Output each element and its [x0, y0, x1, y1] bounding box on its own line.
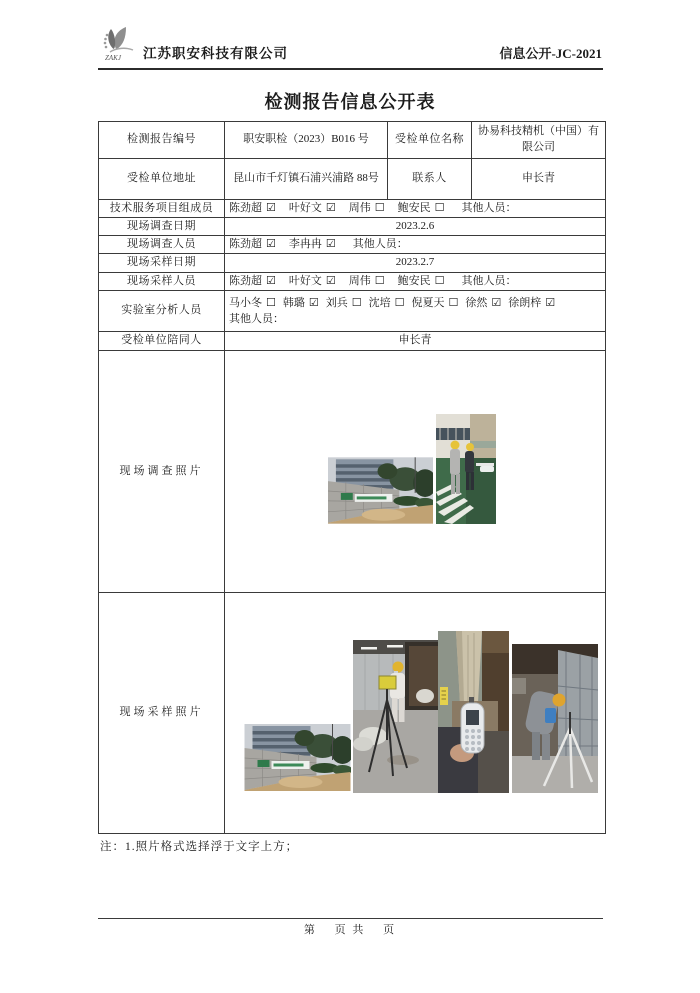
- person-name: 沈培: [368, 296, 391, 309]
- person-entry: [289, 238, 336, 250]
- checkbox-checked-icon[interactable]: ☑: [325, 237, 336, 251]
- person-name: 叶好文: [288, 202, 322, 215]
- lab-staff-label: 实验室分析人员: [99, 291, 225, 332]
- survey-photos-cell: [225, 351, 606, 593]
- team-members-cell: [225, 200, 606, 218]
- checkbox-checked-icon[interactable]: ☑: [266, 237, 276, 251]
- unit-name-value: 协易科技精机（中国）有限公司: [472, 122, 606, 159]
- table-row: [99, 254, 606, 273]
- address-value: 昆山市千灯镇石浦兴浦路 88号: [225, 159, 388, 200]
- sampling-date-label: 现场采样日期: [99, 254, 225, 273]
- sampling-staff-label: 现场采样人员: [99, 273, 225, 291]
- disclosure-table: [98, 121, 606, 834]
- table-row: [99, 593, 606, 834]
- person-entry: [229, 297, 276, 309]
- sampling-staff-cell: [225, 273, 606, 291]
- person-name: 周伟: [348, 202, 371, 215]
- contact-label: 联系人: [388, 159, 472, 200]
- person-entry: [229, 238, 276, 250]
- person-entry: [349, 275, 385, 287]
- checkbox-checked-icon[interactable]: ☑: [545, 295, 556, 309]
- person-name: 李冉冉: [288, 238, 322, 251]
- person-name: 周伟: [348, 275, 371, 288]
- person-entry: [289, 275, 336, 287]
- person-name: 叶好文: [288, 275, 322, 288]
- table-row: [99, 291, 606, 332]
- checkbox-unchecked-icon[interactable]: ☐: [434, 274, 445, 288]
- checkbox-unchecked-icon[interactable]: ☐: [351, 295, 362, 309]
- person-entry: [283, 297, 319, 309]
- person-name: 鲍安民: [397, 202, 431, 215]
- lab-staff-cell: [225, 291, 606, 332]
- header-divider: [98, 68, 603, 70]
- person-entry: [369, 297, 405, 309]
- table-row: [99, 122, 606, 159]
- escort-value: 申长青: [225, 332, 606, 351]
- report-no-value: 职安职检（2023）B016 号: [225, 122, 388, 159]
- table-row: [99, 236, 606, 254]
- handheld-meter-device: [461, 697, 484, 753]
- person-name: 陈劲超: [229, 238, 262, 251]
- contact-value: 申长青: [472, 159, 606, 200]
- checkbox-unchecked-icon[interactable]: ☐: [394, 295, 405, 309]
- checkbox-checked-icon[interactable]: ☑: [308, 295, 319, 309]
- checkbox-checked-icon[interactable]: ☑: [266, 274, 276, 288]
- person-name: 倪夏天: [411, 296, 445, 309]
- person-entry: [465, 297, 501, 309]
- survey-date-label: 现场调查日期: [99, 218, 225, 236]
- survey-photo-factory-entrance: [328, 457, 433, 524]
- table-row: [99, 200, 606, 218]
- survey-photos-label: 现场调查照片: [99, 351, 225, 593]
- document-code: 信息公开-JC-2021: [499, 46, 602, 61]
- checkbox-checked-icon[interactable]: ☑: [325, 201, 336, 215]
- table-row: [99, 332, 606, 351]
- person-entry: [326, 297, 362, 309]
- survey-photo-workers-walkway: [436, 414, 496, 524]
- checkbox-checked-icon[interactable]: ☑: [491, 295, 502, 309]
- person-name: 马小冬: [229, 296, 262, 309]
- escort-label: 受检单位陪同人: [99, 332, 225, 351]
- person-entry: [229, 202, 276, 214]
- sampling-photo-worker-tripod: [512, 644, 598, 793]
- checkbox-unchecked-icon[interactable]: ☐: [374, 201, 385, 215]
- person-entry: [508, 297, 555, 309]
- survey-date-value: 2023.2.6: [225, 218, 606, 236]
- person-entry: [229, 275, 276, 287]
- page-number-text: 第 页 共 页: [303, 924, 397, 936]
- team-others-label: 其他人员：: [461, 202, 517, 215]
- sampling-photo-factory-entrance: [244, 724, 351, 791]
- report-no-label: 检测报告编号: [99, 122, 225, 159]
- checkbox-unchecked-icon[interactable]: ☐: [448, 295, 459, 309]
- person-name: 徐朗梓: [508, 296, 542, 309]
- person-name: 刘兵: [325, 296, 348, 309]
- person-entry: [398, 202, 445, 214]
- address-label: 受检单位地址: [99, 159, 225, 200]
- person-name: 陈劲超: [229, 202, 262, 215]
- person-name: 鲍安民: [397, 275, 431, 288]
- sampling-others-label: 其他人员：: [461, 275, 517, 288]
- table-row: [99, 351, 606, 593]
- survey-staff-cell: [225, 236, 606, 254]
- company-logo: [100, 26, 142, 64]
- checkbox-unchecked-icon[interactable]: ☐: [434, 201, 445, 215]
- checkbox-checked-icon[interactable]: ☑: [325, 274, 336, 288]
- logo-text: ZAKJ: [105, 54, 121, 62]
- person-entry: [349, 202, 385, 214]
- table-row: [99, 273, 606, 291]
- sampling-date-value: 2023.2.7: [225, 254, 606, 273]
- person-name: 韩璐: [282, 296, 305, 309]
- company-name: 江苏职安科技有限公司: [143, 46, 288, 61]
- table-row: [99, 218, 606, 236]
- lab-others-label: 其他人员：: [229, 312, 284, 325]
- checkbox-unchecked-icon[interactable]: ☐: [266, 295, 276, 309]
- person-name: 陈劲超: [229, 275, 262, 288]
- table-row: [99, 159, 606, 200]
- survey-staff-label: 现场调查人员: [99, 236, 225, 254]
- checkbox-checked-icon[interactable]: ☑: [266, 201, 276, 215]
- person-entry: [412, 297, 459, 309]
- sampling-photos-label: 现场采样照片: [99, 593, 225, 834]
- survey-others-label: 其他人员：: [352, 238, 408, 251]
- sampling-photos-cell: [225, 593, 606, 834]
- person-entry: [398, 275, 445, 287]
- sampling-photo-tripod-workshop: [353, 640, 438, 793]
- person-name: 徐然: [465, 296, 488, 309]
- footnote: 注：1.照片格式选择浮于文字上方；: [100, 841, 299, 853]
- team-label: 技术服务项目组成员: [99, 200, 225, 218]
- checkbox-unchecked-icon[interactable]: ☐: [374, 274, 385, 288]
- sampling-photo-handheld-meter: [438, 631, 509, 793]
- unit-name-label: 受检单位名称: [388, 122, 472, 159]
- footer-divider: [98, 918, 603, 919]
- page-title: 检测报告信息公开表: [264, 92, 436, 112]
- person-entry: [289, 202, 336, 214]
